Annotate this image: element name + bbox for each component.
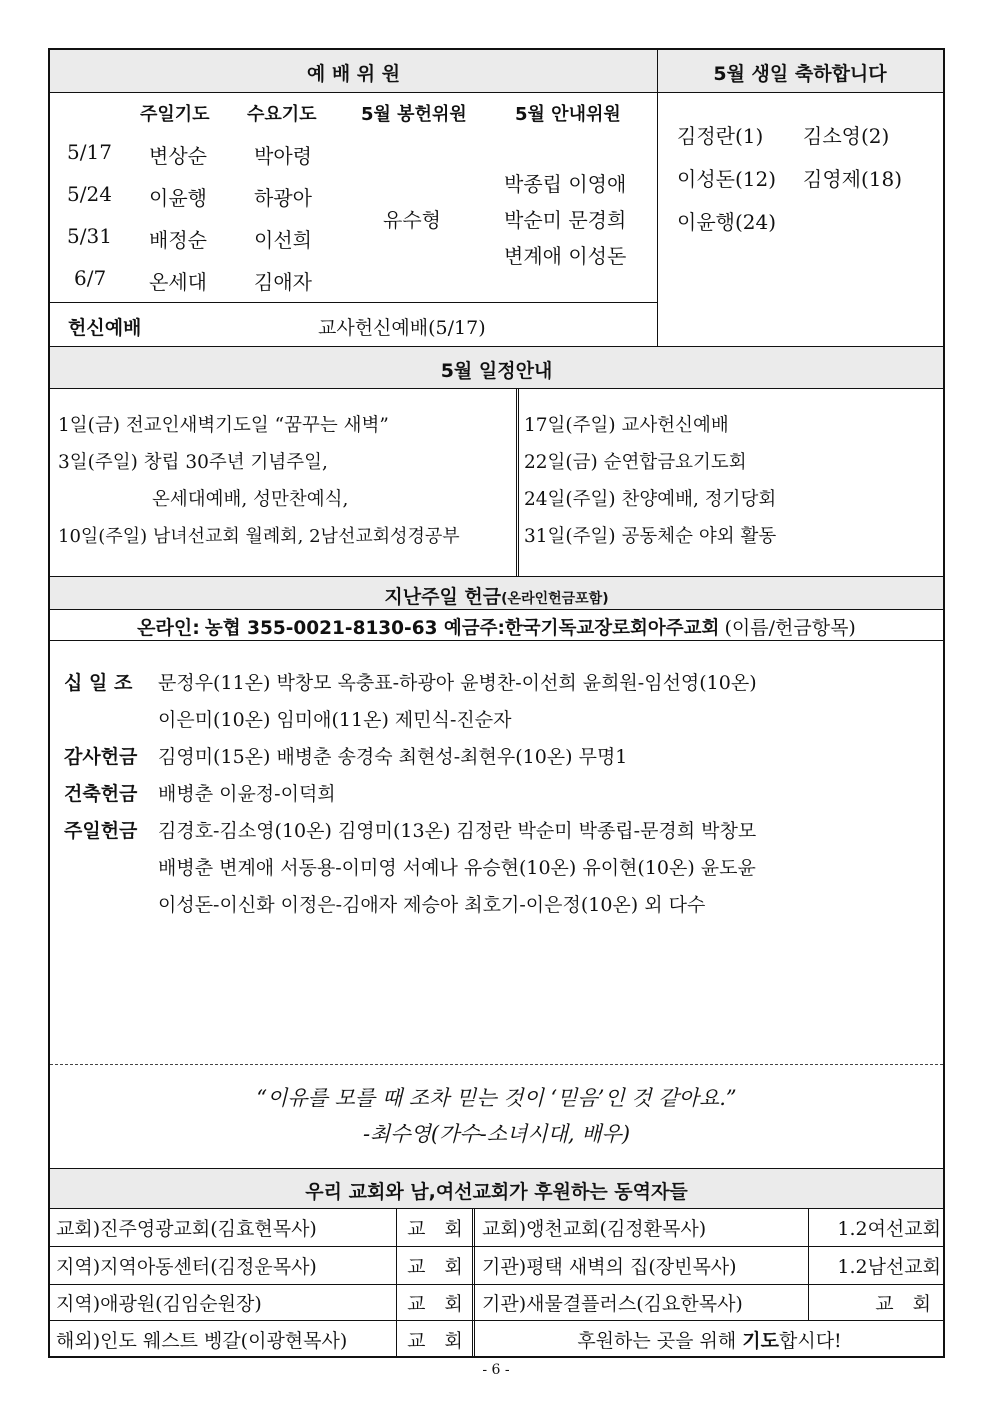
- mission-sponsor: 교 회: [875, 1292, 931, 1315]
- online-note: (이름/헌금항목): [724, 617, 856, 639]
- divider: [657, 50, 658, 346]
- thanks-label: 감사헌금: [64, 746, 138, 768]
- col-offering-committee: 5월 봉헌위원: [361, 104, 467, 125]
- row-sunday: 온세대: [149, 270, 207, 294]
- divider: [50, 92, 943, 93]
- mission-partner: 교회)앵천교회(김정환목사): [482, 1217, 707, 1240]
- usher-names: 박순미 문경희: [504, 208, 627, 232]
- mission-partner: 해외)인도 웨스트 벵갈(이광현목사): [56, 1329, 348, 1352]
- building-names: 배병춘 이윤정-이덕희: [158, 783, 336, 805]
- dedication-label: 헌신예배: [68, 317, 142, 339]
- sunday-offering-names: 김경호-김소영(10온) 김영미(13온) 김정란 박순미 박종립-문경희 박창모: [158, 820, 757, 842]
- thanks-names: 김영미(15온) 배병춘 송경숙 최현성-최현우(10온) 무명1: [158, 746, 628, 768]
- building-row: [64, 776, 336, 813]
- dedication-value: 교사헌신예배(5/17): [318, 317, 486, 339]
- row-date: 5/17: [67, 140, 112, 164]
- missions-header: 우리 교회와 남,여선교회가 후원하는 동역자들: [305, 1181, 688, 1203]
- divider: [50, 302, 657, 303]
- page-number: - 6 -: [482, 1362, 510, 1378]
- mission-sponsor: 교 회: [407, 1255, 463, 1278]
- divider: [50, 609, 943, 610]
- building-label: 건축헌금: [64, 783, 138, 805]
- divider: [472, 1208, 475, 1358]
- schedule-item: 10일(주일) 남녀선교회 월례회, 2남선교회성경공부: [58, 526, 460, 547]
- quote-author: -최수영(가수-소녀시대, 배우): [362, 1122, 631, 1146]
- birthday-name: 김영제(18): [803, 167, 903, 191]
- prayer-emphasis: 기도: [742, 1329, 779, 1352]
- tithe-names: 문정우(11온) 박창모 옥충표-하광아 윤병찬-이선희 윤희원-임선영(10온): [158, 672, 757, 694]
- schedule-item: 22일(금) 순연합금요기도회: [524, 452, 747, 473]
- offering-header: [50, 582, 943, 609]
- tithe-row: [64, 702, 511, 739]
- prayer-request: [476, 1320, 943, 1358]
- mission-sponsor: 1.2남선교회: [837, 1255, 941, 1278]
- tithe-label: 십 일 조: [64, 672, 133, 694]
- schedule-item: 31일(주일) 공동체순 야외 활동: [524, 526, 777, 547]
- birthday-header: 5월 생일 축하합니다: [713, 63, 887, 85]
- birthday-name: 김소영(2): [803, 124, 890, 148]
- birthday-name: 이윤행(24): [677, 210, 777, 234]
- row-date: 6/7: [74, 266, 107, 290]
- worship-header: 예 배 위 원: [306, 63, 401, 85]
- online-account: 농협 355-0021-8130-63 예금주:한국기독교장로회아주교회: [204, 618, 720, 639]
- col-ushers: 5월 안내위원: [515, 104, 621, 125]
- divider: [50, 640, 943, 641]
- mission-partner: 교회)진주영광교회(김효현목사): [56, 1217, 317, 1240]
- schedule-item: 17일(주일) 교사헌신예배: [524, 415, 729, 436]
- mission-partner: 지역)애광원(김임순원장): [56, 1292, 262, 1315]
- mission-partner: 기관)평택 새벽의 집(장빈목사): [482, 1255, 737, 1278]
- row-sunday: 변상순: [149, 144, 207, 168]
- divider: [808, 1208, 809, 1320]
- online-label: 온라인:: [137, 617, 200, 639]
- col-wednesday-prayer: 수요기도: [247, 104, 317, 125]
- mission-sponsor: 교 회: [407, 1292, 463, 1315]
- row-sunday: 배정순: [149, 228, 207, 252]
- sunday-offering-label: 주일헌금: [64, 820, 138, 842]
- schedule-item: 1일(금) 전교인새벽기도일 “꿈꾸는 새벽”: [58, 415, 389, 436]
- birthday-name: 김정란(1): [677, 124, 764, 148]
- divider: [50, 1064, 943, 1065]
- sunday-offering-names: 배병춘 변계애 서동용-이미영 서예나 유승현(10온) 유이현(10온) 윤도윤: [158, 857, 756, 879]
- schedule-item: 3일(주일) 창립 30주년 기념주일,: [58, 452, 328, 473]
- mission-sponsor: 교 회: [407, 1329, 463, 1352]
- row-wednesday: 박아령: [254, 144, 312, 168]
- schedule-header: 5월 일정안내: [440, 360, 553, 382]
- tithe-names: 이은미(10온) 임미애(11온) 제민식-진순자: [158, 709, 512, 731]
- row-wednesday: 하광아: [254, 186, 312, 210]
- row-date: 5/24: [67, 182, 112, 206]
- row-wednesday: 김애자: [254, 270, 312, 294]
- mission-partner: 기관)새물결플러스(김요한목사): [482, 1292, 743, 1315]
- usher-names: 박종립 이영애: [504, 172, 627, 196]
- usher-names: 변계애 이성돈: [504, 244, 627, 268]
- row-wednesday: 이선희: [254, 228, 312, 252]
- divider: [50, 388, 943, 389]
- thanks-row: [64, 739, 627, 776]
- sunday-offering-names: 이성돈-이신화 이정은-김애자 제승아 최호기-이은정(10온) 외 다수: [158, 894, 706, 916]
- mission-sponsor: 교 회: [407, 1217, 463, 1240]
- prayer-text: 합시다!: [778, 1329, 842, 1352]
- mission-sponsor: 1.2여선교회: [837, 1217, 941, 1240]
- schedule-item: 온세대예배, 성만찬예식,: [152, 489, 349, 510]
- mission-partner: 지역)지역아동센터(김정운목사): [56, 1255, 317, 1278]
- col-sunday-prayer: 주일기도: [140, 104, 210, 125]
- offering-title: 지난주일 헌금: [384, 586, 502, 608]
- sunday-offering-row: [64, 850, 756, 887]
- sunday-offering-row: [64, 887, 705, 924]
- schedule-item: 24일(주일) 찬양예배, 정기당회: [524, 489, 777, 510]
- divider: [396, 1208, 397, 1358]
- row-date: 5/31: [67, 224, 112, 248]
- divider: [516, 388, 519, 576]
- online-account-line: [50, 613, 943, 640]
- quote-text: “이유를 모를 때 조차 믿는 것이 ‘믿음’인 것 같아요.”: [256, 1086, 737, 1110]
- prayer-text: 후원하는 곳을 위해: [577, 1329, 743, 1352]
- sunday-offering-row: [64, 813, 756, 850]
- bulletin-frame: [48, 48, 945, 1358]
- row-sunday: 이윤행: [149, 186, 207, 210]
- birthday-name: 이성돈(12): [677, 167, 777, 191]
- offering-note: (온라인헌금포함): [501, 591, 609, 607]
- tithe-row: [64, 665, 757, 702]
- offering-committee-name: 유수형: [383, 208, 441, 232]
